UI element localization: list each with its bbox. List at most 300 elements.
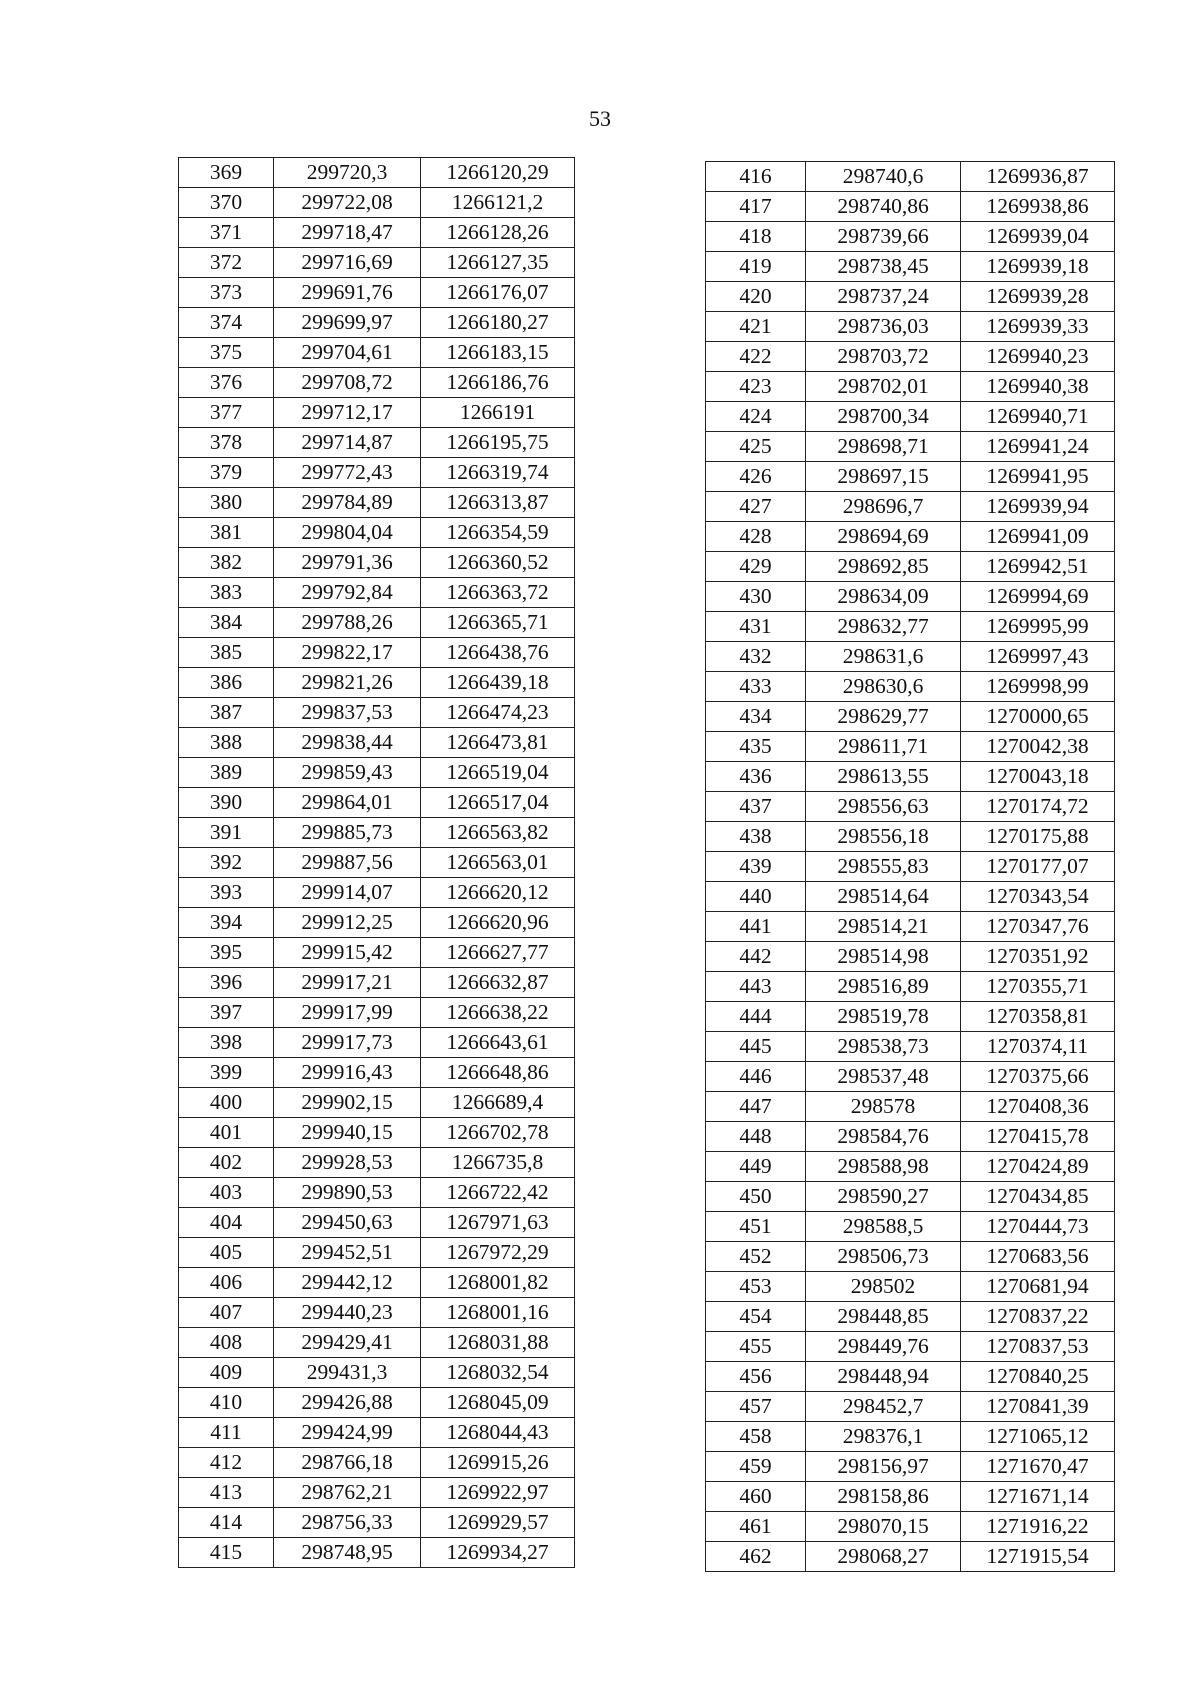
x-coordinate-cell: 298700,34 — [806, 402, 961, 432]
point-number-cell: 420 — [706, 282, 806, 312]
x-coordinate-cell: 298696,7 — [806, 492, 961, 522]
point-number-cell: 421 — [706, 312, 806, 342]
x-coordinate-cell: 298376,1 — [806, 1422, 961, 1452]
coordinates-table-left — [178, 157, 575, 1568]
y-coordinate-cell: 1266191 — [421, 398, 575, 428]
table-row — [706, 792, 1115, 822]
y-coordinate-cell: 1266120,29 — [421, 158, 575, 188]
point-number-cell: 434 — [706, 702, 806, 732]
point-number-cell: 461 — [706, 1512, 806, 1542]
point-number-cell: 460 — [706, 1482, 806, 1512]
x-coordinate-cell: 298631,6 — [806, 642, 961, 672]
y-coordinate-cell: 1269939,33 — [961, 312, 1115, 342]
y-coordinate-cell: 1270358,81 — [961, 1002, 1115, 1032]
y-coordinate-cell: 1266363,72 — [421, 578, 575, 608]
x-coordinate-cell: 299691,76 — [274, 278, 421, 308]
y-coordinate-cell: 1266702,78 — [421, 1118, 575, 1148]
table-row — [706, 522, 1115, 552]
table-row — [706, 672, 1115, 702]
point-number-cell: 433 — [706, 672, 806, 702]
x-coordinate-cell: 299912,25 — [274, 908, 421, 938]
y-coordinate-cell: 1268032,54 — [421, 1358, 575, 1388]
point-number-cell: 429 — [706, 552, 806, 582]
point-number-cell: 383 — [179, 578, 274, 608]
point-number-cell: 370 — [179, 188, 274, 218]
point-number-cell: 414 — [179, 1508, 274, 1538]
y-coordinate-cell: 1270175,88 — [961, 822, 1115, 852]
point-number-cell: 446 — [706, 1062, 806, 1092]
x-coordinate-cell: 299916,43 — [274, 1058, 421, 1088]
point-number-cell: 437 — [706, 792, 806, 822]
x-coordinate-cell: 298448,85 — [806, 1302, 961, 1332]
point-number-cell: 435 — [706, 732, 806, 762]
x-coordinate-cell: 298537,48 — [806, 1062, 961, 1092]
x-coordinate-cell: 299791,36 — [274, 548, 421, 578]
table-row — [706, 852, 1115, 882]
table-row — [179, 998, 575, 1028]
point-number-cell: 397 — [179, 998, 274, 1028]
table-row — [706, 882, 1115, 912]
x-coordinate-cell: 299928,53 — [274, 1148, 421, 1178]
x-coordinate-cell: 298694,69 — [806, 522, 961, 552]
table-row — [179, 638, 575, 668]
table-row — [179, 608, 575, 638]
x-coordinate-cell: 298555,83 — [806, 852, 961, 882]
point-number-cell: 374 — [179, 308, 274, 338]
table-row — [706, 1032, 1115, 1062]
x-coordinate-cell: 298698,71 — [806, 432, 961, 462]
x-coordinate-cell: 299426,88 — [274, 1388, 421, 1418]
y-coordinate-cell: 1269915,26 — [421, 1448, 575, 1478]
table-row — [706, 1542, 1115, 1572]
y-coordinate-cell: 1266438,76 — [421, 638, 575, 668]
point-number-cell: 457 — [706, 1392, 806, 1422]
point-number-cell: 450 — [706, 1182, 806, 1212]
y-coordinate-cell: 1266176,07 — [421, 278, 575, 308]
point-number-cell: 417 — [706, 192, 806, 222]
y-coordinate-cell: 1269934,27 — [421, 1538, 575, 1568]
x-coordinate-cell: 299722,08 — [274, 188, 421, 218]
y-coordinate-cell: 1266638,22 — [421, 998, 575, 1028]
table-row — [706, 552, 1115, 582]
table-row — [706, 1332, 1115, 1362]
table-row — [179, 398, 575, 428]
table-row — [179, 1478, 575, 1508]
y-coordinate-cell: 1270375,66 — [961, 1062, 1115, 1092]
x-coordinate-cell: 298692,85 — [806, 552, 961, 582]
y-coordinate-cell: 1269940,23 — [961, 342, 1115, 372]
table-row — [706, 1242, 1115, 1272]
table-row — [179, 278, 575, 308]
x-coordinate-cell: 299784,89 — [274, 488, 421, 518]
y-coordinate-cell: 1266474,23 — [421, 698, 575, 728]
x-coordinate-cell: 298590,27 — [806, 1182, 961, 1212]
x-coordinate-cell: 299792,84 — [274, 578, 421, 608]
x-coordinate-cell: 299442,12 — [274, 1268, 421, 1298]
table-row — [706, 282, 1115, 312]
table-row — [179, 1208, 575, 1238]
point-number-cell: 423 — [706, 372, 806, 402]
y-coordinate-cell: 1268045,09 — [421, 1388, 575, 1418]
table-row — [179, 1178, 575, 1208]
x-coordinate-cell: 298613,55 — [806, 762, 961, 792]
y-coordinate-cell: 1266517,04 — [421, 788, 575, 818]
table-row — [706, 192, 1115, 222]
y-coordinate-cell: 1266620,96 — [421, 908, 575, 938]
table-row — [706, 162, 1115, 192]
y-coordinate-cell: 1266735,8 — [421, 1148, 575, 1178]
y-coordinate-cell: 1269942,51 — [961, 552, 1115, 582]
table-row — [179, 578, 575, 608]
point-number-cell: 391 — [179, 818, 274, 848]
point-number-cell: 415 — [179, 1538, 274, 1568]
point-number-cell: 425 — [706, 432, 806, 462]
y-coordinate-cell: 1266632,87 — [421, 968, 575, 998]
x-coordinate-cell: 299885,73 — [274, 818, 421, 848]
y-coordinate-cell: 1270174,72 — [961, 792, 1115, 822]
table-row — [706, 822, 1115, 852]
x-coordinate-cell: 298588,98 — [806, 1152, 961, 1182]
x-coordinate-cell: 298629,77 — [806, 702, 961, 732]
y-coordinate-cell: 1269929,57 — [421, 1508, 575, 1538]
x-coordinate-cell: 298556,18 — [806, 822, 961, 852]
x-coordinate-cell: 299788,26 — [274, 608, 421, 638]
table-row — [179, 368, 575, 398]
y-coordinate-cell: 1266365,71 — [421, 608, 575, 638]
point-number-cell: 444 — [706, 1002, 806, 1032]
x-coordinate-cell: 299917,73 — [274, 1028, 421, 1058]
table-row — [706, 732, 1115, 762]
x-coordinate-cell: 299890,53 — [274, 1178, 421, 1208]
y-coordinate-cell: 1269940,38 — [961, 372, 1115, 402]
point-number-cell: 388 — [179, 728, 274, 758]
point-number-cell: 401 — [179, 1118, 274, 1148]
table-row — [179, 218, 575, 248]
y-coordinate-cell: 1268001,82 — [421, 1268, 575, 1298]
table-row — [706, 582, 1115, 612]
table-row — [179, 488, 575, 518]
x-coordinate-cell: 298766,18 — [274, 1448, 421, 1478]
y-coordinate-cell: 1269939,94 — [961, 492, 1115, 522]
x-coordinate-cell: 299772,43 — [274, 458, 421, 488]
x-coordinate-cell: 299821,26 — [274, 668, 421, 698]
point-number-cell: 442 — [706, 942, 806, 972]
table-row — [706, 702, 1115, 732]
table-row — [706, 1212, 1115, 1242]
y-coordinate-cell: 1266722,42 — [421, 1178, 575, 1208]
y-coordinate-cell: 1266128,26 — [421, 218, 575, 248]
table-row — [706, 1302, 1115, 1332]
x-coordinate-cell: 298740,6 — [806, 162, 961, 192]
table-row — [179, 1148, 575, 1178]
y-coordinate-cell: 1269939,18 — [961, 252, 1115, 282]
x-coordinate-cell: 298756,33 — [274, 1508, 421, 1538]
point-number-cell: 409 — [179, 1358, 274, 1388]
point-number-cell: 378 — [179, 428, 274, 458]
y-coordinate-cell: 1270681,94 — [961, 1272, 1115, 1302]
point-number-cell: 372 — [179, 248, 274, 278]
y-coordinate-cell: 1270351,92 — [961, 942, 1115, 972]
table-row — [179, 758, 575, 788]
table-row — [706, 1272, 1115, 1302]
point-number-cell: 418 — [706, 222, 806, 252]
y-coordinate-cell: 1267972,29 — [421, 1238, 575, 1268]
table-row — [179, 1028, 575, 1058]
point-number-cell: 410 — [179, 1388, 274, 1418]
table-row — [179, 1298, 575, 1328]
x-coordinate-cell: 299440,23 — [274, 1298, 421, 1328]
x-coordinate-cell: 298514,98 — [806, 942, 961, 972]
y-coordinate-cell: 1270408,36 — [961, 1092, 1115, 1122]
table-row — [179, 248, 575, 278]
table-row — [179, 308, 575, 338]
y-coordinate-cell: 1271670,47 — [961, 1452, 1115, 1482]
y-coordinate-cell: 1270042,38 — [961, 732, 1115, 762]
point-number-cell: 384 — [179, 608, 274, 638]
x-coordinate-cell: 299917,99 — [274, 998, 421, 1028]
y-coordinate-cell: 1270683,56 — [961, 1242, 1115, 1272]
x-coordinate-cell: 298519,78 — [806, 1002, 961, 1032]
table-row — [179, 848, 575, 878]
y-coordinate-cell: 1270415,78 — [961, 1122, 1115, 1152]
x-coordinate-cell: 298538,73 — [806, 1032, 961, 1062]
table-row — [179, 728, 575, 758]
table-row — [179, 968, 575, 998]
table-row — [179, 1538, 575, 1568]
point-number-cell: 369 — [179, 158, 274, 188]
point-number-cell: 462 — [706, 1542, 806, 1572]
table-row — [179, 1418, 575, 1448]
y-coordinate-cell: 1270840,25 — [961, 1362, 1115, 1392]
y-coordinate-cell: 1269940,71 — [961, 402, 1115, 432]
point-number-cell: 407 — [179, 1298, 274, 1328]
x-coordinate-cell: 299452,51 — [274, 1238, 421, 1268]
x-coordinate-cell: 298578 — [806, 1092, 961, 1122]
point-number-cell: 426 — [706, 462, 806, 492]
table-row — [179, 878, 575, 908]
x-coordinate-cell: 298584,76 — [806, 1122, 961, 1152]
x-coordinate-cell: 299914,07 — [274, 878, 421, 908]
x-coordinate-cell: 299718,47 — [274, 218, 421, 248]
table-row — [706, 942, 1115, 972]
y-coordinate-cell: 1270000,65 — [961, 702, 1115, 732]
y-coordinate-cell: 1266627,77 — [421, 938, 575, 968]
point-number-cell: 406 — [179, 1268, 274, 1298]
table-row — [179, 458, 575, 488]
y-coordinate-cell: 1267971,63 — [421, 1208, 575, 1238]
x-coordinate-cell: 299704,61 — [274, 338, 421, 368]
point-number-cell: 396 — [179, 968, 274, 998]
point-number-cell: 441 — [706, 912, 806, 942]
y-coordinate-cell: 1271916,22 — [961, 1512, 1115, 1542]
y-coordinate-cell: 1266121,2 — [421, 188, 575, 218]
y-coordinate-cell: 1269994,69 — [961, 582, 1115, 612]
point-number-cell: 455 — [706, 1332, 806, 1362]
point-number-cell: 436 — [706, 762, 806, 792]
point-number-cell: 375 — [179, 338, 274, 368]
y-coordinate-cell: 1266473,81 — [421, 728, 575, 758]
y-coordinate-cell: 1270343,54 — [961, 882, 1115, 912]
table-row — [706, 1362, 1115, 1392]
y-coordinate-cell: 1269922,97 — [421, 1478, 575, 1508]
point-number-cell: 381 — [179, 518, 274, 548]
point-number-cell: 424 — [706, 402, 806, 432]
y-coordinate-cell: 1266360,52 — [421, 548, 575, 578]
point-number-cell: 456 — [706, 1362, 806, 1392]
table-row — [179, 338, 575, 368]
x-coordinate-cell: 299708,72 — [274, 368, 421, 398]
x-coordinate-cell: 299804,04 — [274, 518, 421, 548]
point-number-cell: 459 — [706, 1452, 806, 1482]
table-row — [179, 1328, 575, 1358]
x-coordinate-cell: 298736,03 — [806, 312, 961, 342]
table-row — [706, 342, 1115, 372]
point-number-cell: 413 — [179, 1478, 274, 1508]
table-row — [179, 698, 575, 728]
x-coordinate-cell: 298697,15 — [806, 462, 961, 492]
table-row — [179, 1058, 575, 1088]
x-coordinate-cell: 298158,86 — [806, 1482, 961, 1512]
x-coordinate-cell: 298070,15 — [806, 1512, 961, 1542]
point-number-cell: 439 — [706, 852, 806, 882]
table-row — [179, 938, 575, 968]
y-coordinate-cell: 1266643,61 — [421, 1028, 575, 1058]
y-coordinate-cell: 1270841,39 — [961, 1392, 1115, 1422]
table-row — [179, 818, 575, 848]
table-row — [179, 668, 575, 698]
point-number-cell: 438 — [706, 822, 806, 852]
point-number-cell: 405 — [179, 1238, 274, 1268]
point-number-cell: 385 — [179, 638, 274, 668]
table-row — [179, 788, 575, 818]
y-coordinate-cell: 1270374,11 — [961, 1032, 1115, 1062]
x-coordinate-cell: 299838,44 — [274, 728, 421, 758]
table-row — [179, 1118, 575, 1148]
y-coordinate-cell: 1266195,75 — [421, 428, 575, 458]
table-row — [706, 1422, 1115, 1452]
y-coordinate-cell: 1266180,27 — [421, 308, 575, 338]
x-coordinate-cell: 298156,97 — [806, 1452, 961, 1482]
x-coordinate-cell: 298448,94 — [806, 1362, 961, 1392]
x-coordinate-cell: 299864,01 — [274, 788, 421, 818]
table-row — [706, 312, 1115, 342]
y-coordinate-cell: 1266563,01 — [421, 848, 575, 878]
x-coordinate-cell: 298703,72 — [806, 342, 961, 372]
x-coordinate-cell: 298514,21 — [806, 912, 961, 942]
table-row — [179, 1088, 575, 1118]
y-coordinate-cell: 1270355,71 — [961, 972, 1115, 1002]
y-coordinate-cell: 1269939,04 — [961, 222, 1115, 252]
x-coordinate-cell: 299887,56 — [274, 848, 421, 878]
point-number-cell: 404 — [179, 1208, 274, 1238]
x-coordinate-cell: 299450,63 — [274, 1208, 421, 1238]
x-coordinate-cell: 299720,3 — [274, 158, 421, 188]
x-coordinate-cell: 299424,99 — [274, 1418, 421, 1448]
x-coordinate-cell: 299902,15 — [274, 1088, 421, 1118]
point-number-cell: 402 — [179, 1148, 274, 1178]
y-coordinate-cell: 1271671,14 — [961, 1482, 1115, 1512]
coordinates-table-right — [705, 161, 1115, 1572]
y-coordinate-cell: 1266186,76 — [421, 368, 575, 398]
x-coordinate-cell: 298702,01 — [806, 372, 961, 402]
point-number-cell: 376 — [179, 368, 274, 398]
point-number-cell: 431 — [706, 612, 806, 642]
table-row — [179, 428, 575, 458]
table-row — [706, 612, 1115, 642]
table-row — [706, 972, 1115, 1002]
y-coordinate-cell: 1270043,18 — [961, 762, 1115, 792]
y-coordinate-cell: 1269995,99 — [961, 612, 1115, 642]
x-coordinate-cell: 298068,27 — [806, 1542, 961, 1572]
x-coordinate-cell: 298452,7 — [806, 1392, 961, 1422]
x-coordinate-cell: 298630,6 — [806, 672, 961, 702]
table-row — [179, 908, 575, 938]
y-coordinate-cell: 1270837,22 — [961, 1302, 1115, 1332]
y-coordinate-cell: 1266127,35 — [421, 248, 575, 278]
point-number-cell: 403 — [179, 1178, 274, 1208]
table-row — [706, 462, 1115, 492]
point-number-cell: 427 — [706, 492, 806, 522]
y-coordinate-cell: 1271065,12 — [961, 1422, 1115, 1452]
x-coordinate-cell: 299822,17 — [274, 638, 421, 668]
x-coordinate-cell: 299699,97 — [274, 308, 421, 338]
point-number-cell: 453 — [706, 1272, 806, 1302]
table-row — [706, 762, 1115, 792]
y-coordinate-cell: 1266563,82 — [421, 818, 575, 848]
x-coordinate-cell: 299431,3 — [274, 1358, 421, 1388]
x-coordinate-cell: 298740,86 — [806, 192, 961, 222]
x-coordinate-cell: 298762,21 — [274, 1478, 421, 1508]
x-coordinate-cell: 298588,5 — [806, 1212, 961, 1242]
x-coordinate-cell: 298514,64 — [806, 882, 961, 912]
point-number-cell: 398 — [179, 1028, 274, 1058]
table-row — [706, 252, 1115, 282]
x-coordinate-cell: 298632,77 — [806, 612, 961, 642]
x-coordinate-cell: 298737,24 — [806, 282, 961, 312]
x-coordinate-cell: 298506,73 — [806, 1242, 961, 1272]
y-coordinate-cell: 1269938,86 — [961, 192, 1115, 222]
point-number-cell: 449 — [706, 1152, 806, 1182]
point-number-cell: 392 — [179, 848, 274, 878]
x-coordinate-cell: 298634,09 — [806, 582, 961, 612]
table-row — [706, 492, 1115, 522]
point-number-cell: 394 — [179, 908, 274, 938]
x-coordinate-cell: 298748,95 — [274, 1538, 421, 1568]
point-number-cell: 458 — [706, 1422, 806, 1452]
table-row — [179, 1388, 575, 1418]
point-number-cell: 447 — [706, 1092, 806, 1122]
y-coordinate-cell: 1268001,16 — [421, 1298, 575, 1328]
table-row — [706, 372, 1115, 402]
table-row — [706, 222, 1115, 252]
table-row — [179, 1238, 575, 1268]
table-row — [706, 1482, 1115, 1512]
y-coordinate-cell: 1269941,24 — [961, 432, 1115, 462]
point-number-cell: 400 — [179, 1088, 274, 1118]
table-row — [706, 1002, 1115, 1032]
point-number-cell: 416 — [706, 162, 806, 192]
point-number-cell: 452 — [706, 1242, 806, 1272]
x-coordinate-cell: 299716,69 — [274, 248, 421, 278]
y-coordinate-cell: 1266183,15 — [421, 338, 575, 368]
point-number-cell: 386 — [179, 668, 274, 698]
table-row — [706, 1152, 1115, 1182]
point-number-cell: 428 — [706, 522, 806, 552]
point-number-cell: 389 — [179, 758, 274, 788]
y-coordinate-cell: 1268044,43 — [421, 1418, 575, 1448]
table-row — [706, 1092, 1115, 1122]
y-coordinate-cell: 1270444,73 — [961, 1212, 1115, 1242]
